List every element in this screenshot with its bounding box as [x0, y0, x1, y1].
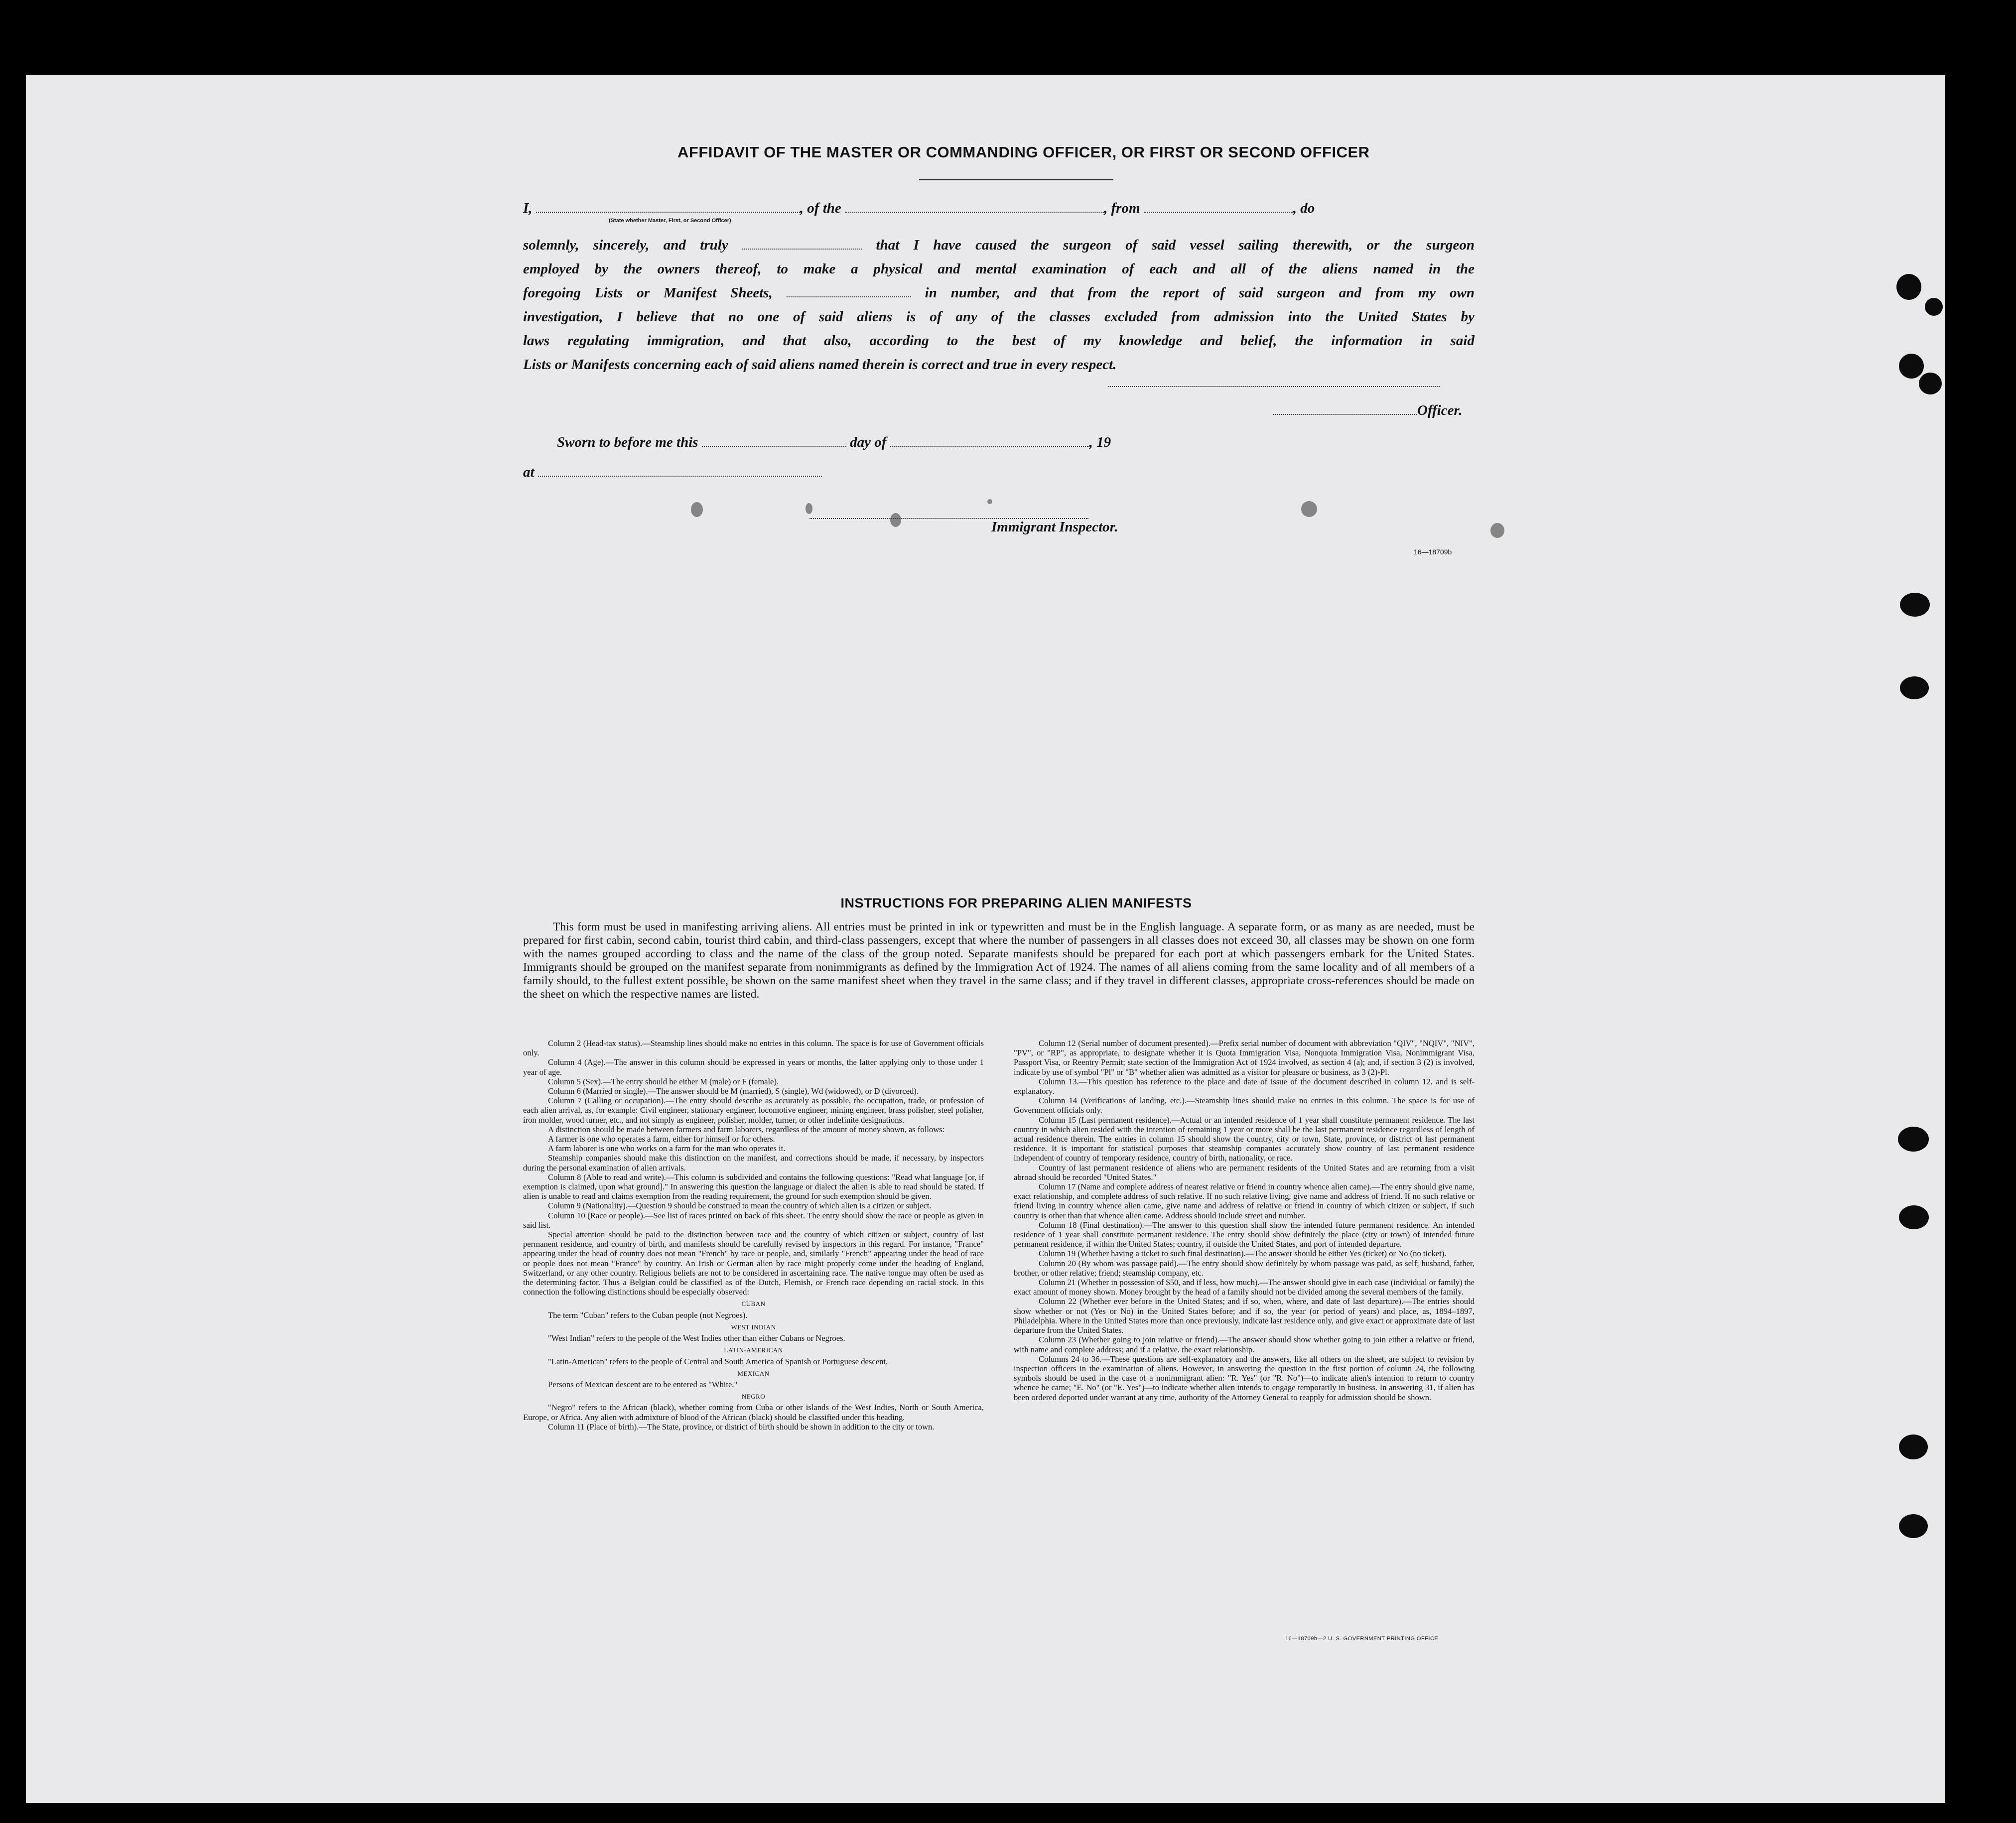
instructions-left-column	[523, 1039, 984, 1432]
right-paragraph: Column 20 (By whom was passage paid).—The entry should show definitely by whom passage was paid, as self; husband, father, brother, or other relative; friend; steamship company, etc.	[1014, 1258, 1475, 1278]
officer-label: Officer.	[1417, 402, 1463, 418]
left-paragraph: Steamship companies should make this distinction on the manifest, and corrections should be made, if necessary, by inspectors during the personal examination of alien arrivals.	[523, 1153, 984, 1172]
left-paragraph: Column 4 (Age).—The answer in this column should be expressed in years or months, the latter applying only to those under 1 year of age.	[523, 1057, 984, 1077]
affidavit-line-7: Lists or Manifests concerning each of said aliens named therein is correct and true in every respect.	[523, 357, 1117, 373]
left-paragraph: Column 2 (Head-tax status).—Steamship lines should make no entries in this column. The space is for use of Government officials only.	[523, 1039, 984, 1058]
smudge	[806, 503, 812, 514]
label-of-the: , of the	[800, 200, 841, 216]
definition-heading: MEXICAN	[737, 1369, 770, 1377]
left-paragraph: A farmer is one who operates a farm, either for himself or for others.	[548, 1134, 775, 1144]
affidavit-title: AFFIDAVIT OF THE MASTER OR COMMANDING OFFICER, OR FIRST OR SECOND OFFICER	[677, 143, 1370, 161]
left-paragraph: A farm laborer is one who works on a farm for the man who operates it.	[548, 1144, 786, 1154]
right-paragraph: Column 17 (Name and complete address of nearest relative or friend in country whence alien came).—The entry should give name, exact relationship, and complete address of such relative. If no such relative living, give name and address of friend. If no such relative or friend living in country whence alien came, give name and address of relative or friend in country of which citizen or subject, if such country is other than that whence alien came. Address should include street and number.	[1014, 1182, 1475, 1220]
label-do: , do	[1293, 200, 1315, 216]
sworn-place-field[interactable]	[538, 476, 822, 477]
definition-text: "Negro" refers to the African (black), whether coming from Cuba or other islands of the West Indies, North or South America, Europe, or Africa. Any alien with admixture of blood of the African (black) should be classified under this heading.	[523, 1403, 984, 1422]
punch-hole	[1899, 1434, 1928, 1459]
officer-caption: (State whether Master, First, or Second Officer)	[609, 218, 731, 224]
smudge	[1490, 523, 1504, 538]
sworn-day-field[interactable]	[702, 446, 846, 447]
officer-signature-line[interactable]	[1108, 386, 1440, 387]
smudge	[890, 513, 901, 527]
officer-line	[1273, 402, 1462, 419]
left-paragraph: A distinction should be made between farmers and farm laborers, regardless of the amount of money shown, as follows:	[548, 1124, 945, 1134]
left-paragraph: Column 10 (Race or people).—See list of races printed on back of this sheet. The entry should show the race or people as given in said list.	[523, 1210, 984, 1230]
label-i: I,	[523, 200, 533, 216]
definition-text: The term "Cuban" refers to the Cuban people (not Negroes).	[548, 1310, 748, 1320]
number-of-aliens-field[interactable]	[787, 296, 911, 297]
definition-heading: NEGRO	[741, 1393, 766, 1401]
sworn-month-field[interactable]	[890, 446, 1089, 447]
affidavit-line-4: foregoing Lists or Manifest Sheets, in number, and that from the report of said surgeon and from my own	[523, 285, 1475, 301]
officer-name-field[interactable]	[536, 212, 800, 213]
affidavit-line-2: solemnly, sincerely, and truly that I have caused the surgeon of said vessel sailing therewith, or the surgeon	[523, 237, 1475, 253]
definition-text: "Latin-American" refers to the people of Central and South America of Spanish or Portuguese descent.	[548, 1356, 888, 1366]
vessel-name-field[interactable]	[845, 212, 1104, 213]
left-paragraph: Column 9 (Nationality).—Question 9 should be construed to mean the country of which alien is a citizen or subject.	[548, 1201, 932, 1211]
punch-hole	[1900, 593, 1930, 617]
definition-heading: LATIN-AMERICAN	[724, 1346, 783, 1354]
left-paragraph: Column 5 (Sex).—The entry should be either M (male) or F (female).	[548, 1076, 779, 1086]
left-paragraph: Column 11 (Place of birth).—The State, province, or district of birth should be shown in addition to the city or town.	[548, 1422, 935, 1432]
right-paragraph: Country of last permanent residence of aliens who are permanent residents of the United States and are returning from a visit abroad should be recorded "United States."	[1014, 1163, 1475, 1182]
smudge	[1301, 501, 1317, 517]
port-from-field[interactable]	[1144, 212, 1293, 213]
punch-hole	[1899, 1205, 1929, 1229]
right-paragraph: Column 18 (Final destination).—The answer to this question shall show the intended future permanent residence. An intended residence of 1 year shall constitute permanent residence. The entry should show definitely the place (city or town) of intended future permanent residence, if within the United States; country, if outside the United States, and port of intended departure.	[1014, 1220, 1475, 1249]
punch-hole	[1925, 298, 1943, 316]
right-paragraph: Column 12 (Serial number of document presented).—Prefix serial number of document with abbreviation "QIV", "NQIV", "NIV", "PV", or "RP", as appropriate, to designate whether it is Quota Immigration Visa, Nonquota Immigration Visa, Nonimmigrant Visa, Passport Visa, or Reentry Permit; state section of the Immigration Act of 1924 involved, as section 4 (a); and, if section 3 (2) is involved, indicate by use of symbol "Pl" or "B" whether alien was admitted as a visitor for pleasure or business, as 3 (2)-Pl.	[1014, 1039, 1475, 1077]
affidavit-line-6: laws regulating immigration, and that also, according to the best of my knowledge and belief, the information in said	[523, 333, 1475, 349]
right-paragraph: Column 21 (Whether in possession of $50, and if less, how much).—The answer should give in each case (individual or family) the exact amount of money shown. Money brought by the head of a family should not be divided among the several members of the family.	[1014, 1278, 1475, 1297]
officer-signature-field[interactable]	[1273, 414, 1417, 415]
inspector-label: Immigrant Inspector.	[991, 519, 1118, 535]
left-paragraph: Special attention should be paid to the distinction between race and the country of which citizen or subject, country of last permanent residence, and country of birth, and manifests should be carefully revised by inspectors in this regard. For instance, "France" appearing under the head of country does not mean "French" by race or people, and, similarly "French" appearing under the head of race or people does not mean "France" by country. An Irish or German alien by race might properly come under the heading of England, Switzerland, or any other country. Religious beliefs are not to be considered in ascertaining race. The native tongue may often be used as the determining factor. Thus a Belgian could be classified as of the Dutch, Flemish, or French race depending on racial stock. In this connection the following distinctions should be especially observed:	[523, 1230, 984, 1297]
affidavit-line-5: investigation, I believe that no one of said aliens is of any of the classes excluded from admission into the United States by	[523, 309, 1475, 325]
printing-office-footer: 16—18709b—2 U. S. GOVERNMENT PRINTING OFFICE	[1285, 1636, 1439, 1642]
instructions-right-column	[1014, 1039, 1475, 1402]
sworn-line: Sworn to before me this day of , 19	[557, 434, 1111, 450]
instructions-intro: This form must be used in manifesting arriving aliens. All entries must be printed in ink or typewritten and must be in the English language. A separate form, or as many as are needed, must be prepared for first cabin, second cabin, tourist third cabin, and third-class passengers, except that where the number of passengers in all classes does not exceed 30, all classes may be shown on one form with the names grouped according to class and the name of the class of the group noted. Separate manifests should be prepared for each port at which passengers embark for the United States. Immigrants should be grouped on the manifest separate from nonimmigrants as defined by the Immigration Act of 1924. The names of all aliens coming from the same locality and of all members of a family should, to the fullest extent possible, be shown on the same manifest sheet when they travel in the same class; and if they travel in different classes, appropriate cross-references should be made on the sheet on which the respective names are listed.	[523, 920, 1475, 1001]
right-paragraph: Column 19 (Whether having a ticket to such final destination).—The answer should be either Yes (ticket) or No (no ticket).	[1039, 1249, 1447, 1259]
form-number: 16—18709b	[1414, 548, 1452, 556]
left-paragraph: Column 8 (Able to read and write).—This column is subdivided and contains the following questions: "Read what language [or, if exemption is claimed, upon what ground]." In answering this question the language or dialect the alien is able to read should be stated. If alien is unable to read and claims exemption from the reading requirement, the ground for such exemption should be given.	[523, 1172, 984, 1201]
punch-hole	[1896, 274, 1921, 300]
right-paragraph: Column 22 (Whether ever before in the United States; and if so, when, where, and date of last departure).—The entries should show whether or not (Yes or No) in the United States before; and if so, the year (or period of years) and place, as, 1894–1897, Philadelphia. Where in the United States more than once previously, indicate last residence only, and give exact or approximate date of last departure from the United States.	[1014, 1297, 1475, 1335]
at-line: at	[523, 464, 822, 481]
right-paragraph: Column 15 (Last permanent residence).—Actual or an intended residence of 1 year shall constitute permanent residence. The last country in which alien resided with the intention of remaining 1 year or more shall be the last permanent residence regardless of length of actual residence therein. The entries in column 15 should show the country, city or town, State, province, or district of last permanent residence. It is important for statistical purposes that steamship companies accurately show country of last permanent residence independent of country of temporary residence, country of birth, nationality, or race.	[1014, 1115, 1475, 1163]
definition-text: Persons of Mexican descent are to be entered as "White."	[548, 1379, 738, 1389]
smudge	[987, 499, 992, 504]
instructions-title: INSTRUCTIONS FOR PREPARING ALIEN MANIFESTS	[840, 896, 1192, 911]
affidavit-line-3: employed by the owners thereof, to make a physical and mental examination of each and all of the aliens named in the	[523, 261, 1475, 277]
right-paragraph: Column 13.—This question has reference to the place and date of issue of the document described in column 12, and is self-explanatory.	[1014, 1076, 1475, 1096]
officer-title-field[interactable]	[742, 249, 862, 250]
right-paragraph: Columns 24 to 36.—These questions are self-explanatory and the answers, like all others on the sheet, are subject to revision by inspection officers in the examination of aliens. However, in answering the question in the first portion of column 24, the following symbols should be used in the case of a nonimmigrant alien: "R. Yes" (or "R. No")—to indicate alien's intention to return to country whence he came; "E. No" (or "E. Yes")—to indicate whether alien intends to engage temporarily in business. In answering 31, if alien has been ordered deported under warrant at any time, authority of the Attorney General to reapply for admission should be shown.	[1014, 1354, 1475, 1402]
label-from: , from	[1104, 200, 1140, 216]
right-paragraph: Column 23 (Whether going to join relative or friend).—The answer should show whether going to join either a relative or friend, with name and complete address; and if a relative, the exact relationship.	[1014, 1335, 1475, 1354]
left-paragraph: Column 7 (Calling or occupation).—The entry should describe as accurately as possible, the occupation, trade, or profession of each alien arrival, as, for example: Civil engineer, stationary engineer, locomotive engineer, mining engineer, brass polisher, steel polisher, iron molder, wood turner, etc., and not simply as engineer, polisher, molder, turner, or other indefinite designations.	[523, 1096, 984, 1125]
punch-hole	[1919, 373, 1942, 394]
definition-text: "West Indian" refers to the people of the West Indies other than either Cubans or Negroes.	[548, 1333, 845, 1343]
definition-heading: CUBAN	[741, 1300, 766, 1308]
right-paragraph: Column 14 (Verifications of landing, etc.).—Steamship lines should make no entries in this column. The space is for use of Government officials only.	[1014, 1096, 1475, 1115]
affidavit-line-1	[523, 200, 1475, 217]
punch-hole	[1898, 1127, 1929, 1152]
punch-hole	[1899, 354, 1924, 379]
definition-heading: WEST INDIAN	[731, 1323, 776, 1331]
affidavit-body	[523, 233, 1475, 377]
left-paragraph: Column 6 (Married or single).—The answer should be M (married), S (single), Wd (widowed), or D (divorced).	[548, 1086, 919, 1096]
punch-hole	[1900, 676, 1929, 699]
punch-hole	[1899, 1514, 1928, 1538]
smudge	[691, 502, 703, 517]
title-underline	[919, 179, 1113, 180]
